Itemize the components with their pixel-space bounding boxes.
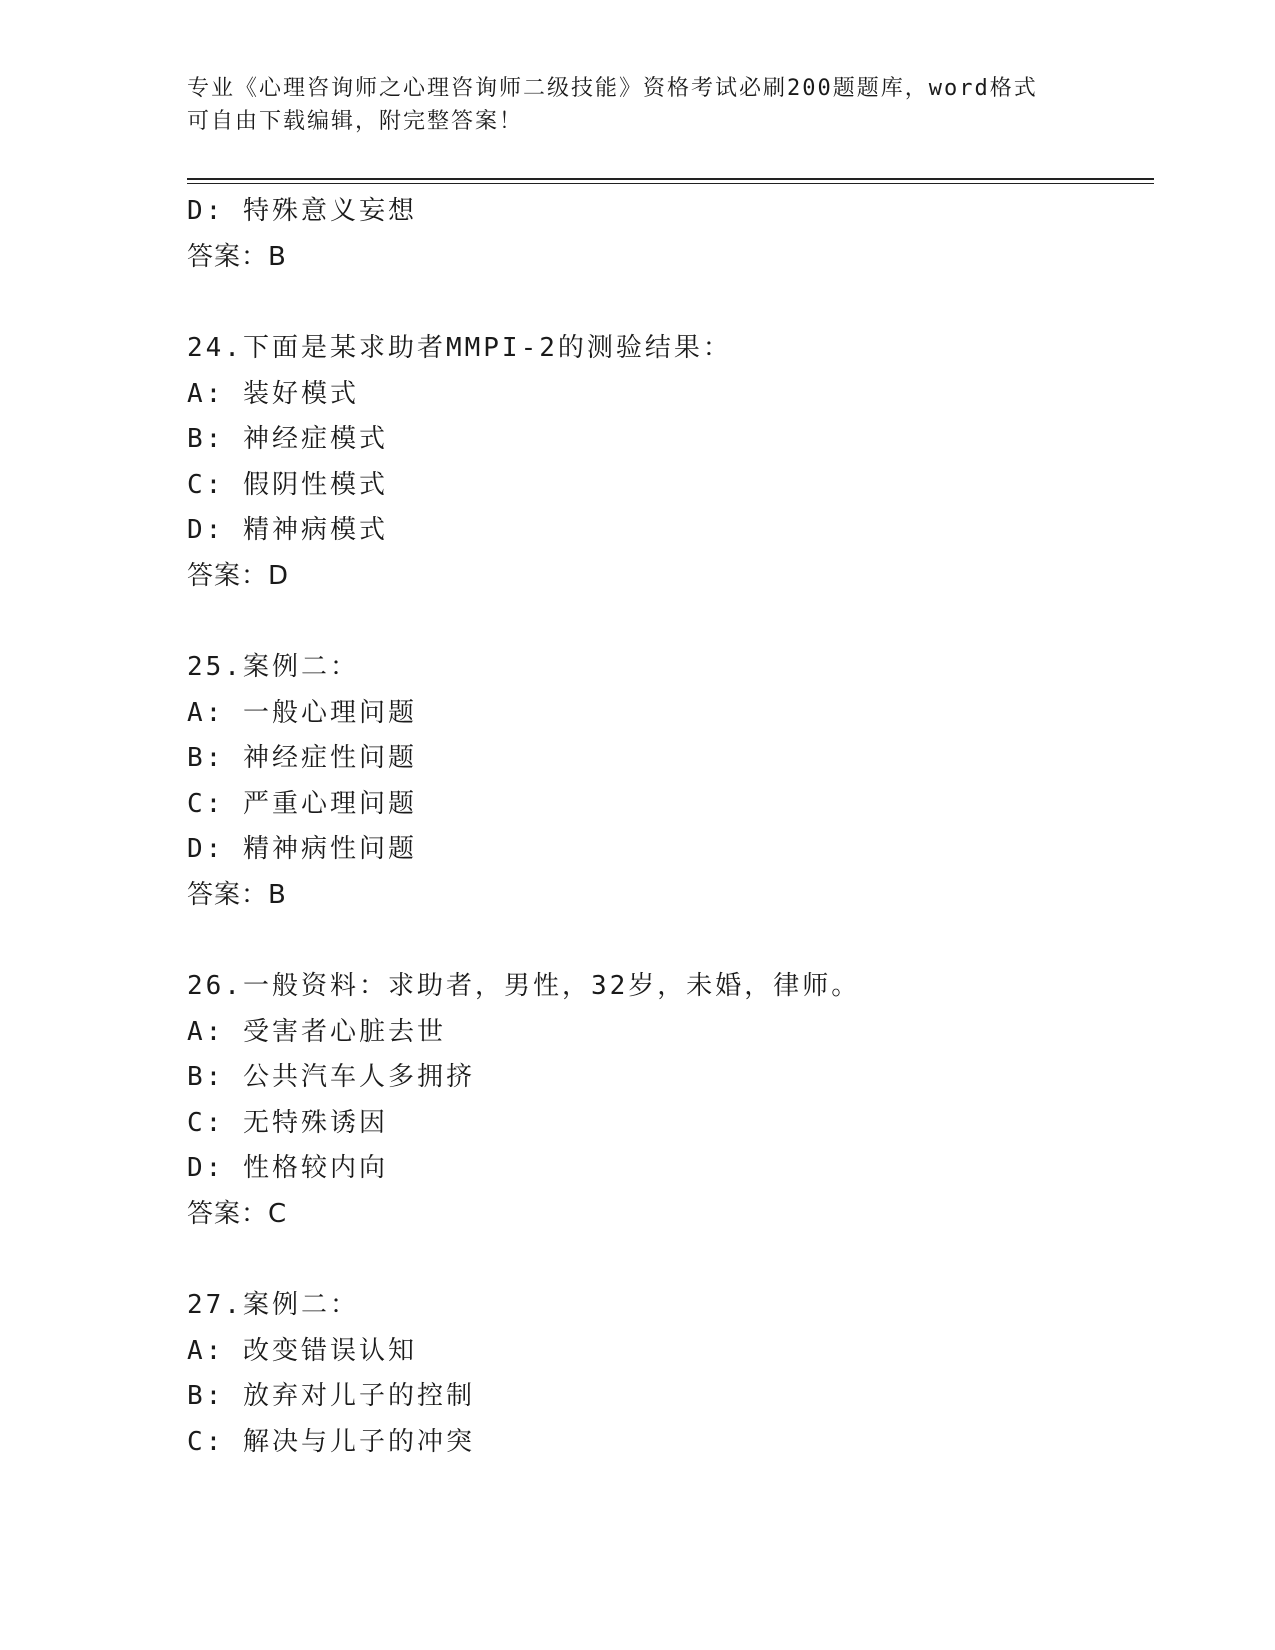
question-stem: 24.下面是某求助者MMPI-2的测验结果： [187,333,732,363]
question-25 [187,645,1147,918]
question-option: D: 精神病模式 [187,515,388,545]
question-27 [187,1283,1147,1465]
header-divider-thin [187,183,1154,184]
question-answer: 答案：C [187,1198,288,1229]
question-answer: 答案：D [187,560,290,591]
question-option: C: 无特殊诱因 [187,1107,388,1138]
header-line-1: 专业《心理咨询师之心理咨询师二级技能》资格考试必刷200题题库，word格式 [187,76,1038,101]
question-option: B: 放弃对儿子的控制 [187,1381,475,1411]
question-stem: 26.一般资料：求助者，男性，32岁，未婚，律师。 [187,971,861,1001]
question-option: B: 神经症性问题 [187,743,417,773]
question-stem: 27.案例二： [187,1290,359,1320]
question-option: C: 假阴性模式 [187,469,388,500]
question-option: A: 改变错误认知 [187,1335,417,1366]
question-option: D: 精神病性问题 [187,834,417,864]
question-option: B: 神经症模式 [187,424,388,454]
question-option: B: 公共汽车人多拥挤 [187,1062,475,1092]
header-line-2: 可自由下载编辑，附完整答案！ [187,109,524,134]
question-option: C: 解决与儿子的冲突 [187,1426,475,1457]
question-26 [187,964,1147,1237]
question-option: A: 一般心理问题 [187,697,417,728]
question-option: C: 严重心理问题 [187,788,417,819]
question-option: A: 装好模式 [187,378,359,409]
question-23-tail [187,189,1147,280]
question-24 [187,326,1147,599]
question-option: D: 特殊意义妄想 [187,196,417,226]
document-header [187,72,1087,138]
question-option: A: 受害者心脏去世 [187,1016,446,1047]
question-answer: 答案：B [187,241,287,272]
header-divider-thick [187,178,1154,180]
question-list [187,189,1147,1465]
question-stem: 25.案例二： [187,652,359,682]
question-answer: 答案：B [187,879,287,910]
question-option: D: 性格较内向 [187,1153,388,1183]
